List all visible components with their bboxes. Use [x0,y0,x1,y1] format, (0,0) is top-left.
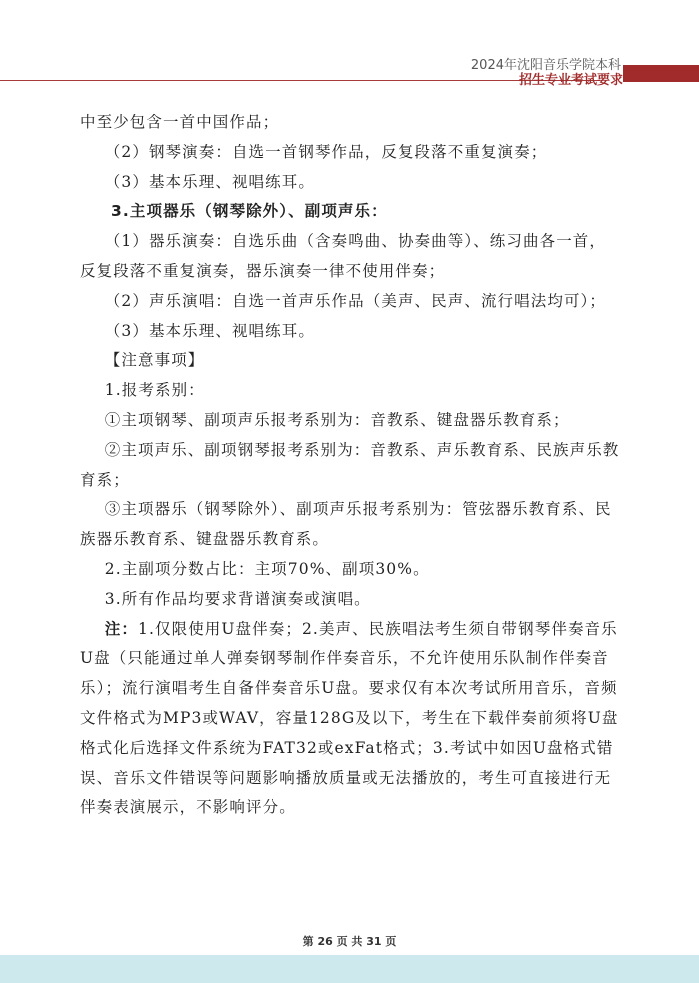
note-label: 注： [104,619,138,638]
paragraph: ②主项声乐、副项钢琴报考系别为：音教系、声乐教育系、民族声乐教育系； [80,440,620,489]
paragraph: 中至少包含一首中国作品； [80,113,280,131]
page-number: 第 26 页 共 31 页 [302,935,397,948]
header-title: 2024年沈阳音乐学院本科 [470,58,621,73]
paragraph: （3）基本乐理、视唱练耳。 [104,321,315,340]
header-accent-tab [623,65,699,82]
paragraph: ①主项钢琴、副项声乐报考系别为：音教系、键盘器乐教育系； [104,410,570,429]
paragraph: （1）器乐演奏：自选乐曲（含奏鸣曲、协奏曲等）、练习曲各一首，反复段落不重复演奏，器乐演奏一律不使用伴奏； [80,232,607,280]
header-rule [0,80,600,81]
paragraph: （2）声乐演唱：自选一首声乐作品（美声、民声、流行唱法均可）； [104,291,607,310]
notice-heading: 【注意事项】 [104,351,205,370]
paragraph: 3.所有作品均要求背谱演奏或演唱。 [104,589,371,608]
bottom-band [0,955,699,983]
paragraph: ③主项器乐（钢琴除外）、副项声乐报考系别为：管弦器乐教育系、民族器乐教育系、键盘器乐教育系。 [80,500,612,549]
page-body [80,108,622,823]
paragraph: 1.报考系别： [104,381,205,400]
note-paragraph [80,615,622,824]
note-text: 1.仅限使用U盘伴奏；2.美声、民族唱法考生须自带钢琴伴奏音乐U盘（只能通过单人弹奏钢琴制作伴奏音乐，不允许使用乐队制作伴奏音乐）；流行演唱考生自备伴奏音乐U盘。要求仅有本次考试所用音乐，音频文件格式为MP3或WAV，容量128G及以下，考生在下载伴奏前须将U盘格式化后选择文件系统为FAT32或exFat格式；3.考试中如因U盘格式错误、音乐文件错误等问题影响播放质量或无法播放的，考生可直接进行无伴奏表演展示，不影响评分。 [80,619,619,817]
header-subtitle: 招生专业考试要求 [518,73,623,88]
paragraph: （2）钢琴演奏：自选一首钢琴作品，反复段落不重复演奏； [104,142,548,161]
paragraph: （3）基本乐理、视唱练耳。 [104,172,315,191]
paragraph: 2.主副项分数占比：主项70%、副项30%。 [104,559,430,578]
section-heading: 3.主项器乐（钢琴除外）、副项声乐： [111,202,388,221]
